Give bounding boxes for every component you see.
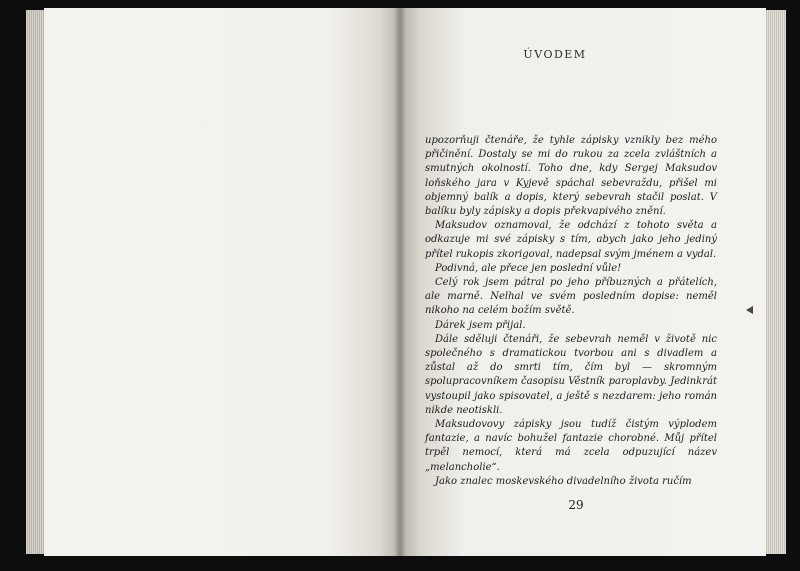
page-number: 29: [568, 498, 584, 512]
left-page-blank: [44, 8, 400, 556]
running-head: ÚVODEM: [523, 48, 587, 61]
paragraph: Maksudovovy zápisky jsou tudíž čistým výplodem fantazie, a navíc bohužel fantazie chorobné. Můj přítel trpěl nemocí, která má zcela odpuzující název „melancholie“.: [425, 419, 717, 473]
paragraph: Podivná, ale přece jen poslední vůle!: [435, 262, 622, 274]
right-page-edges: [764, 10, 786, 554]
body-text: [425, 134, 717, 489]
paragraph: Dále sděluji čtenáři, že sebevrah neměl v životě nic společného s dramatickou tvorbou ani s divadlem a zůstal až do smrti tím, čím byl — skromným spolupracovníkem časopisu Věstník paroplavby. Jedinkrát vystoupil jako spisovatel, a ještě s nezdarem: jeho román nikde neotiskli.: [425, 333, 717, 416]
paragraph: upozorňuji čtenáře, že tyhle zápisky vznikly bez mého přičinění. Dostaly se mi do rukou za zcela zvláštních a smutných okolností. Toho dne, kdy Sergej Maksudov loňského jara v Kyjevě spáchal sebevraždu, přišel mi objemný balík a dopis, který sebevrah stačil poslat. V balíku byly zápisky a dopis překvapivého znění.: [425, 135, 717, 218]
paragraph: Dárek jsem přijal.: [435, 319, 526, 331]
book-gutter: [394, 8, 406, 556]
pencil-mark: [746, 306, 753, 314]
paragraph: Maksudov oznamoval, že odchází z tohoto světa a odkazuje mi své zápisky s tím, abych jako jeho jediný přítel rukopis zkorigoval, nadepsal svým jménem a vydal.: [425, 220, 717, 260]
left-page-edges: [26, 10, 46, 554]
paragraph: Celý rok jsem pátral po jeho příbuzných a přátelích, ale marně. Nelhal ve svém posledním dopise: neměl nikoho na celém božím světě.: [425, 277, 717, 317]
paragraph: Jako znalec moskevského divadelního života ručím: [435, 475, 692, 487]
